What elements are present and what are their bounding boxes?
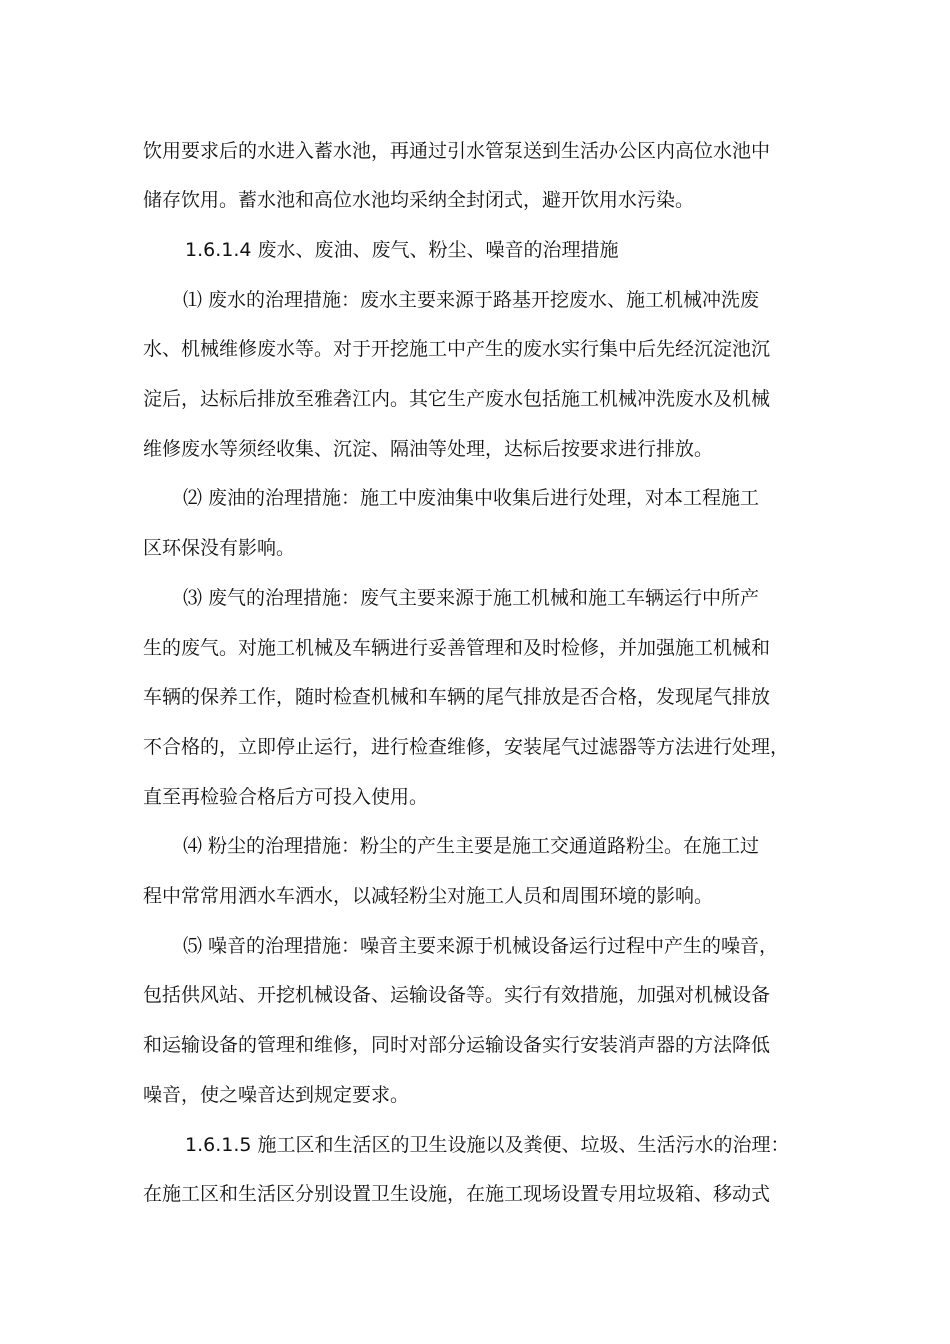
text-line: ⑵ 废油的治理措施：施工中废油集中收集后进行处理，对本工程施工 (183, 487, 760, 509)
text-line: 车辆的保养工作，随时检查机械和车辆的尾气排放是否合格，发现尾气排放 (143, 686, 771, 708)
text-line: 噪音，使之噪音达到规定要求。 (143, 1084, 410, 1106)
text-line: ⑴ 废水的治理措施：废水主要来源于路基开挖废水、施工机械冲洗废 (183, 289, 760, 311)
text-line: 程中常常用洒水车洒水，以减轻粉尘对施工人员和周围环境的影响。 (143, 885, 714, 907)
text-line: 储存饮用。蓄水池和高位水池均采纳全封闭式，避开饮用水污染。 (143, 189, 695, 211)
text-line: 维修废水等须经收集、沉淀、隔油等处理，达标后按要求进行排放。 (143, 438, 714, 460)
text-line: 区环保没有影响。 (143, 537, 296, 559)
text-line: 饮用要求后的水进入蓄水池，再通过引水管泵送到生活办公区内高位水池中 (143, 140, 771, 162)
text-line: ⑶ 废气的治理措施：废气主要来源于施工机械和施工车辆运行中所产 (183, 587, 760, 609)
text-line: 和运输设备的管理和维修，同时对部分运输设备实行安装消声器的方法降低 (143, 1034, 771, 1056)
section-heading: 1.6.1.5 施工区和生活区的卫生设施以及粪便、垃圾、生活污水的治理： (185, 1134, 790, 1156)
text-line: 在施工区和生活区分别设置卫生设施，在施工现场设置专用垃圾箱、移动式 (143, 1183, 771, 1205)
text-line: 直至再检验合格后方可投入使用。 (143, 786, 429, 808)
text-line: 不合格的，立即停止运行，进行检查维修，安装尾气过滤器等方法进行处理， (143, 736, 790, 758)
text-line: 包括供风站、开挖机械设备、运输设备等。实行有效措施，加强对机械设备 (143, 984, 771, 1006)
section-heading: 1.6.1.4 废水、废油、废气、粉尘、噪音的治理措施 (185, 239, 619, 261)
text-line: 淀后，达标后排放至雅砻江内。其它生产废水包括施工机械冲洗废水及机械 (143, 388, 771, 410)
text-line: ⑷ 粉尘的治理措施：粉尘的产生主要是施工交通道路粉尘。在施工过 (183, 835, 760, 857)
text-line: ⑸ 噪音的治理措施：噪音主要来源于机械设备运行过程中产生的噪音， (183, 935, 779, 957)
text-line: 水、机械维修废水等。对于开挖施工中产生的废水实行集中后先经沉淀池沉 (143, 338, 771, 360)
text-line: 生的废气。对施工机械及车辆进行妥善管理和及时检修，并加强施工机械和 (143, 637, 771, 659)
